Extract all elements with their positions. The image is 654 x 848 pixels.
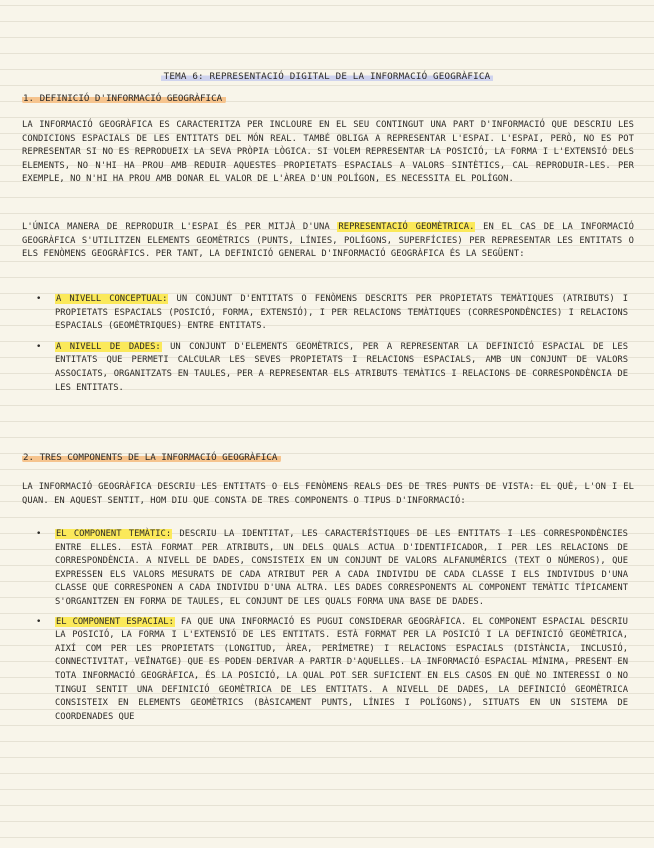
section-1-bullet-list	[0, 293, 654, 395]
list-item: • EL COMPONENT ESPACIAL: FA QUE UNA INFORMACIÓ ES PUGUI CONSIDERAR GEOGRÀFICA. EL COMPONENT ESPACIAL DESCRIU LA POSICIÓ, LA FORMA I L'EXTENSIÓ DE LES ENTITATS. ESTÀ FORMAT PER LA POSICIÓ I LA DEFINICIÓ GEOMÈTRICA, AIXÍ COM PER LES PROPIETATS (LONGITUD, ÀREA, PERÍMETRE) I RELACIONS ESPACIALS (DISTÀNCIA, INCLUSIÓ, CONNECTIVITAT, VEÏNATGE) QUE ES PODEN DERIVAR A PARTIR D'AQUELLES. LA INFORMACIÓ ESPACIAL MÍNIMA, PRESENT EN TOTA INFORMACIÓ GEOGRÀFICA, ÉS LA POSICIÓ, LA QUAL POT SER SUFICIENT EN ELS CASOS EN QUÈ NO INTERESSI O NO TINGUI SENTIT UNA DEFINICIÓ GEOMÈTRICA DE LES ENTITATS. A NIVELL DE DADES, LA DEFINICIÓ GEOMÈTRICA CONSISTEIX EN ELEMENTS GEOMÈTRICS (BÀSICAMENT PUNTS, LÍNIES I POLÍGONS), SITUATS EN UN SISTEMA DE COORDENADES QUE	[36, 616, 628, 722]
section-1-paragraph-1: LA INFORMACIÓ GEOGRÀFICA ES CARACTERITZA PER INCLOURE EN EL SEU CONTINGUT UNA PART D'INFORMACIÓ QUE DESCRIU LES CONDICIONS ESPACIALS DE LES ENTITATS DEL MÓN REAL. TAMBÉ OBLIGA A REPRESENTAR L'ESPAI. L'ESPAI, PERÒ, NO ES POT REPRESENTAR SI NO ES REPRODUEIX LA SEVA PRÒPIA LÒGICA. SI VOLEM REPRESENTAR LA POSICIÓ, LA FORMA I L'EXTENSIÓ DELS ELEMENTS, NO N'HI HA PROU AMB REDUIR AQUESTES PROPIETATS ESPACIALS A VALORS SINTÈTICS, CAL REPRODUIR-LES. PER EXEMPLE, NO N'HI HA PROU AMB DONAR EL VALOR DE L'ÀREA D'UN POLÍGON, ES NECESSITA EL POLÍGON.	[22, 120, 634, 185]
list-item: • A NIVELL DE DADES: UN CONJUNT D'ELEMENTS GEOMÈTRICS, PER A REPRESENTAR LA DEFINICIÓ ESPACIAL DE LES ENTITATS QUE PERMETI CALCULAR LES SEVES PROPIETATS I RELACIONS ESPACIALS, AMB UN CONJUNT DE VALORS ASSOCIATS, ORGANITZATS EN TAULES, PER A REPRESENTAR ELS ATRIBUTS TEMÀTICS I RELACIONS DE CORRESPONDÈNCIA DE LES ENTITATS.	[36, 341, 628, 393]
section-2-heading: 2. TRES COMPONENTS DE LA INFORMACIÓ GEOGRÀFICA	[22, 451, 281, 465]
term-highlight: A NIVELL DE DADES:	[56, 341, 161, 352]
document-title-text: TEMA 6: REPRESENTACIÓ DIGITAL DE LA INFORMACIÓ GEOGRÀFICA	[161, 71, 494, 82]
term-highlight: A NIVELL CONCEPTUAL:	[56, 294, 168, 304]
term-highlight: EL COMPONENT ESPACIAL:	[56, 616, 174, 627]
document-title	[0, 70, 654, 84]
section-2-bullet-list	[0, 528, 654, 724]
section-1-heading: 1. DEFINICIÓ D'INFORMACIÓ GEOGRÀFICA	[22, 92, 226, 106]
bullet-icon: •	[36, 529, 42, 539]
bullet-icon: •	[36, 341, 42, 352]
list-item: • EL COMPONENT TEMÀTIC: DESCRIU LA IDENTITAT, LES CARACTERÍSTIQUES DE LES ENTITATS I LES CORRESPONDÈNCIES ENTRE ELLES. ESTÀ FORMAT PER ATRIBUTS, UN DELS QUALS ACTUA D'IDENTIFICADOR, I PER LES RELACIONS DE CORRESPONDÈNCIA. A NIVELL DE DADES, CONSISTEIX EN UN CONJUNT DE VALORS ALFANUMÈRICS (TEXT O NÚMEROS), QUE EXPRESSEN ELS VALORS MESURATS DE CADA ATRIBUT PER A CADA INDIVIDU DE CADA CLASSE I ELS INDIVIDUS D'UNA CLASSE QUE CORRESPONEN A CADA INDIVIDU D'UNA ALTRA. LES DADES CORRESPONENTS AL COMPONENT TEMÀTIC TÍPICAMENT S'ORGANITZEN EN FORMA DE TAULES, EL CONJUNT DE LES QUALS FORMA UNA BASE DE DADES.	[36, 529, 628, 607]
list-item: • A NIVELL CONCEPTUAL: UN CONJUNT D'ENTITATS O FENÒMENS DESCRITS PER PROPIETATS TEMÀTIQUES (ATRIBUTS) I PROPIETATS ESPACIALS (POSICIÓ, FORMA, EXTENSIÓ), I PER RELACIONS TEMÀTIQUES (CORRESPONDÈNCIES) I RELACIONS ESPACIALS (GEOMÈTRIQUES) ENTRE ENTITATS.	[36, 294, 628, 332]
section-2-paragraph-1: LA INFORMACIÓ GEOGRÀFICA DESCRIU LES ENTITATS O ELS FENÒMENS REALS DES DE TRES PUNTS DE VISTA: EL QUÈ, L'ON I EL QUAN. EN AQUEST SENTIT, HOM DIU QUE CONSTA DE TRES COMPONENTS O TIPUS D'INFORMACIÓ:	[22, 482, 634, 506]
term-highlight: EL COMPONENT TEMÀTIC:	[56, 529, 172, 539]
term-highlight: REPRESENTACIÓ GEOMÈTRICA.	[338, 222, 475, 232]
section-1-paragraph-2: L'ÚNICA MANERA DE REPRODUIR L'ESPAI ÉS PER MITJÀ D'UNA REPRESENTACIÓ GEOMÈTRICA. EN EL CAS DE LA INFORMACIÓ GEOGRÀFICA S'UTILITZEN ELEMENTS GEOMÈTRICS (PUNTS, LÍNIES, POLÍGONS, SUPERFÍCIES) PER REPRESENTAR LES ENTITATS O ELS FENÒMENS GEOGRÀFICS. PER TANT, LA DEFINICIÓ GENERAL D'INFORMACIÓ GEOGRÀFICA ÉS LA SEGÜENT:	[22, 222, 634, 260]
bullet-icon: •	[36, 294, 42, 304]
bullet-icon: •	[36, 616, 42, 627]
